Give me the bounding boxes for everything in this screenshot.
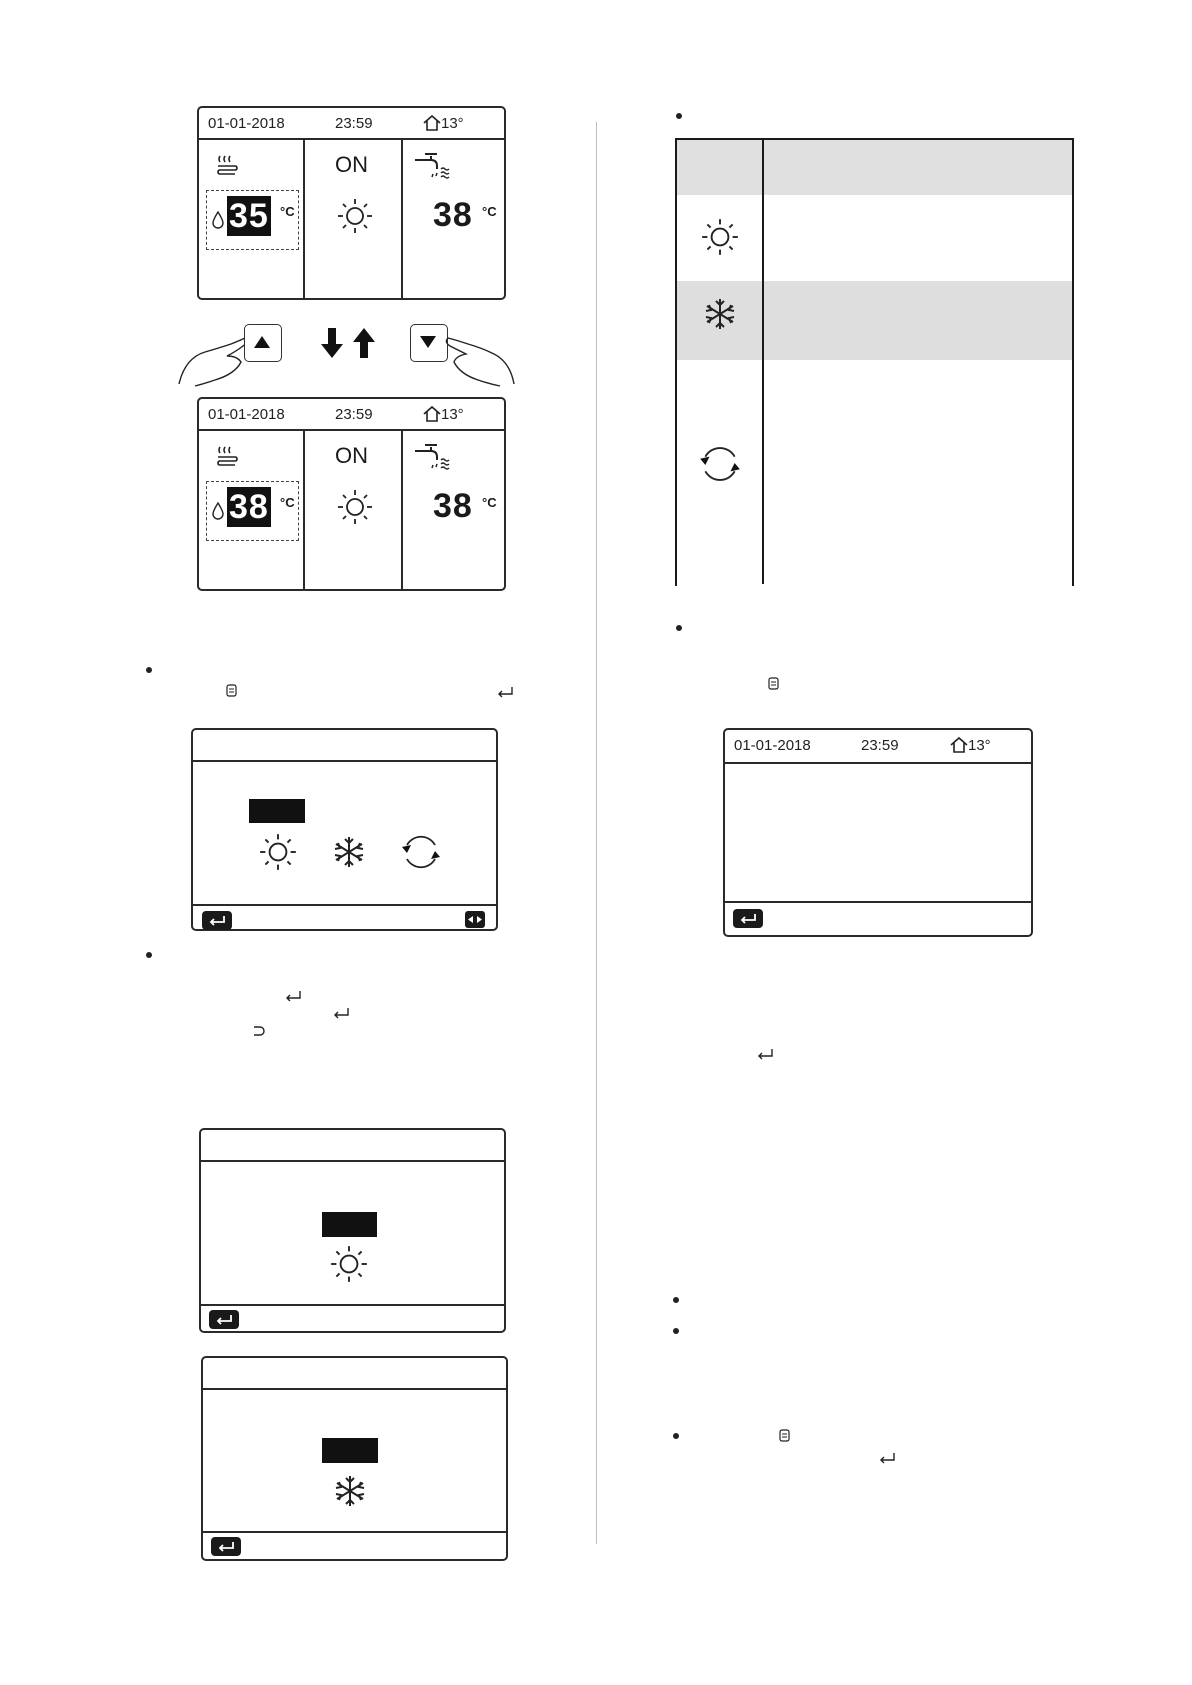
- main-screen-after: [197, 397, 506, 591]
- selection-highlight: [249, 799, 305, 823]
- mode-table: [675, 138, 1074, 586]
- sun-icon: [328, 1243, 370, 1285]
- enter-key-icon: [756, 1048, 774, 1060]
- table-header-row: [677, 140, 1072, 195]
- date-text: 01-01-2018: [208, 115, 285, 132]
- arrows-down-up-icon: [320, 326, 376, 360]
- left-right-arrows-icon: [465, 911, 485, 928]
- menu-icon: [779, 1429, 790, 1442]
- time-text: 23:59: [861, 737, 899, 754]
- hot-water-temp-value: 38: [433, 196, 473, 234]
- time-text: 23:59: [335, 115, 373, 132]
- hot-water-temp-value: 38: [433, 487, 473, 525]
- auto-cycle-icon[interactable]: [399, 831, 443, 873]
- column-divider: [596, 122, 597, 1544]
- triangle-up-icon: [245, 325, 279, 359]
- enter-key-icon: [209, 1310, 239, 1329]
- selection-highlight: [322, 1212, 377, 1237]
- snowflake-icon[interactable]: [331, 834, 367, 870]
- water-drop-icon: [212, 211, 224, 229]
- enter-key-icon: [202, 911, 232, 930]
- selection-highlight: [322, 1438, 378, 1463]
- auto-cycle-icon: [697, 442, 743, 486]
- enter-key-icon: [733, 909, 763, 928]
- status-on-text: ON: [335, 443, 368, 468]
- unit-text: °C: [482, 204, 497, 219]
- sun-icon: [335, 487, 375, 527]
- time-text: 23:59: [335, 406, 373, 423]
- bullet: [146, 667, 152, 673]
- floor-heating-icon: [215, 154, 239, 180]
- bullet: [676, 625, 682, 631]
- bullet: [673, 1328, 679, 1334]
- date-text: 01-01-2018: [208, 406, 285, 423]
- hot-water-tap-icon: [413, 150, 455, 182]
- panel-title-bar: [193, 730, 496, 762]
- enter-key-icon: [284, 990, 302, 1002]
- unit-text: °C: [482, 495, 497, 510]
- bullet: [673, 1297, 679, 1303]
- sun-icon[interactable]: [257, 831, 299, 873]
- date-text: 01-01-2018: [734, 737, 811, 754]
- status-screen-panel: [723, 728, 1033, 937]
- back-button[interactable]: [209, 1310, 239, 1329]
- main-screen-before: [197, 106, 506, 300]
- enter-key-icon: [496, 686, 514, 698]
- status-on-text: ON: [335, 152, 368, 177]
- left-right-arrow-button[interactable]: [465, 911, 485, 928]
- outdoor-temp-text: 13°: [441, 115, 464, 132]
- house-icon: [422, 405, 442, 423]
- unit-text: °C: [280, 495, 295, 510]
- menu-icon: [226, 684, 237, 697]
- heating-setpoint-value[interactable]: 38: [229, 488, 269, 526]
- outdoor-temp-text: 13°: [441, 406, 464, 423]
- bullet: [673, 1433, 679, 1439]
- back-button[interactable]: [202, 911, 232, 930]
- floor-heating-icon: [215, 445, 239, 471]
- bullet: [146, 952, 152, 958]
- operation-mode-panel: [191, 728, 498, 931]
- hot-water-tap-icon: [413, 441, 455, 473]
- enter-key-icon: [332, 1007, 350, 1019]
- panel-title-bar: [201, 1130, 504, 1162]
- house-icon: [949, 736, 969, 754]
- house-icon: [422, 114, 442, 132]
- enter-key-icon: [878, 1452, 896, 1464]
- water-drop-icon: [212, 502, 224, 520]
- menu-icon: [768, 677, 779, 690]
- back-button[interactable]: [211, 1537, 241, 1556]
- snowflake-icon: [702, 296, 738, 332]
- enter-key-icon: [211, 1537, 241, 1556]
- sun-icon: [335, 196, 375, 236]
- panel-title-bar: [203, 1358, 506, 1390]
- cool-mode-panel: [201, 1356, 508, 1561]
- sun-icon: [699, 216, 741, 258]
- hand-right-illustration: [438, 318, 518, 388]
- back-arrow-icon: [251, 1025, 265, 1037]
- bullet: [676, 113, 682, 119]
- back-button[interactable]: [733, 909, 763, 928]
- heating-setpoint-value[interactable]: 35: [229, 197, 269, 235]
- up-button[interactable]: [244, 324, 282, 362]
- unit-text: °C: [280, 204, 295, 219]
- heat-mode-panel: [199, 1128, 506, 1333]
- snowflake-icon: [332, 1473, 368, 1509]
- outdoor-temp-text: 13°: [968, 737, 991, 754]
